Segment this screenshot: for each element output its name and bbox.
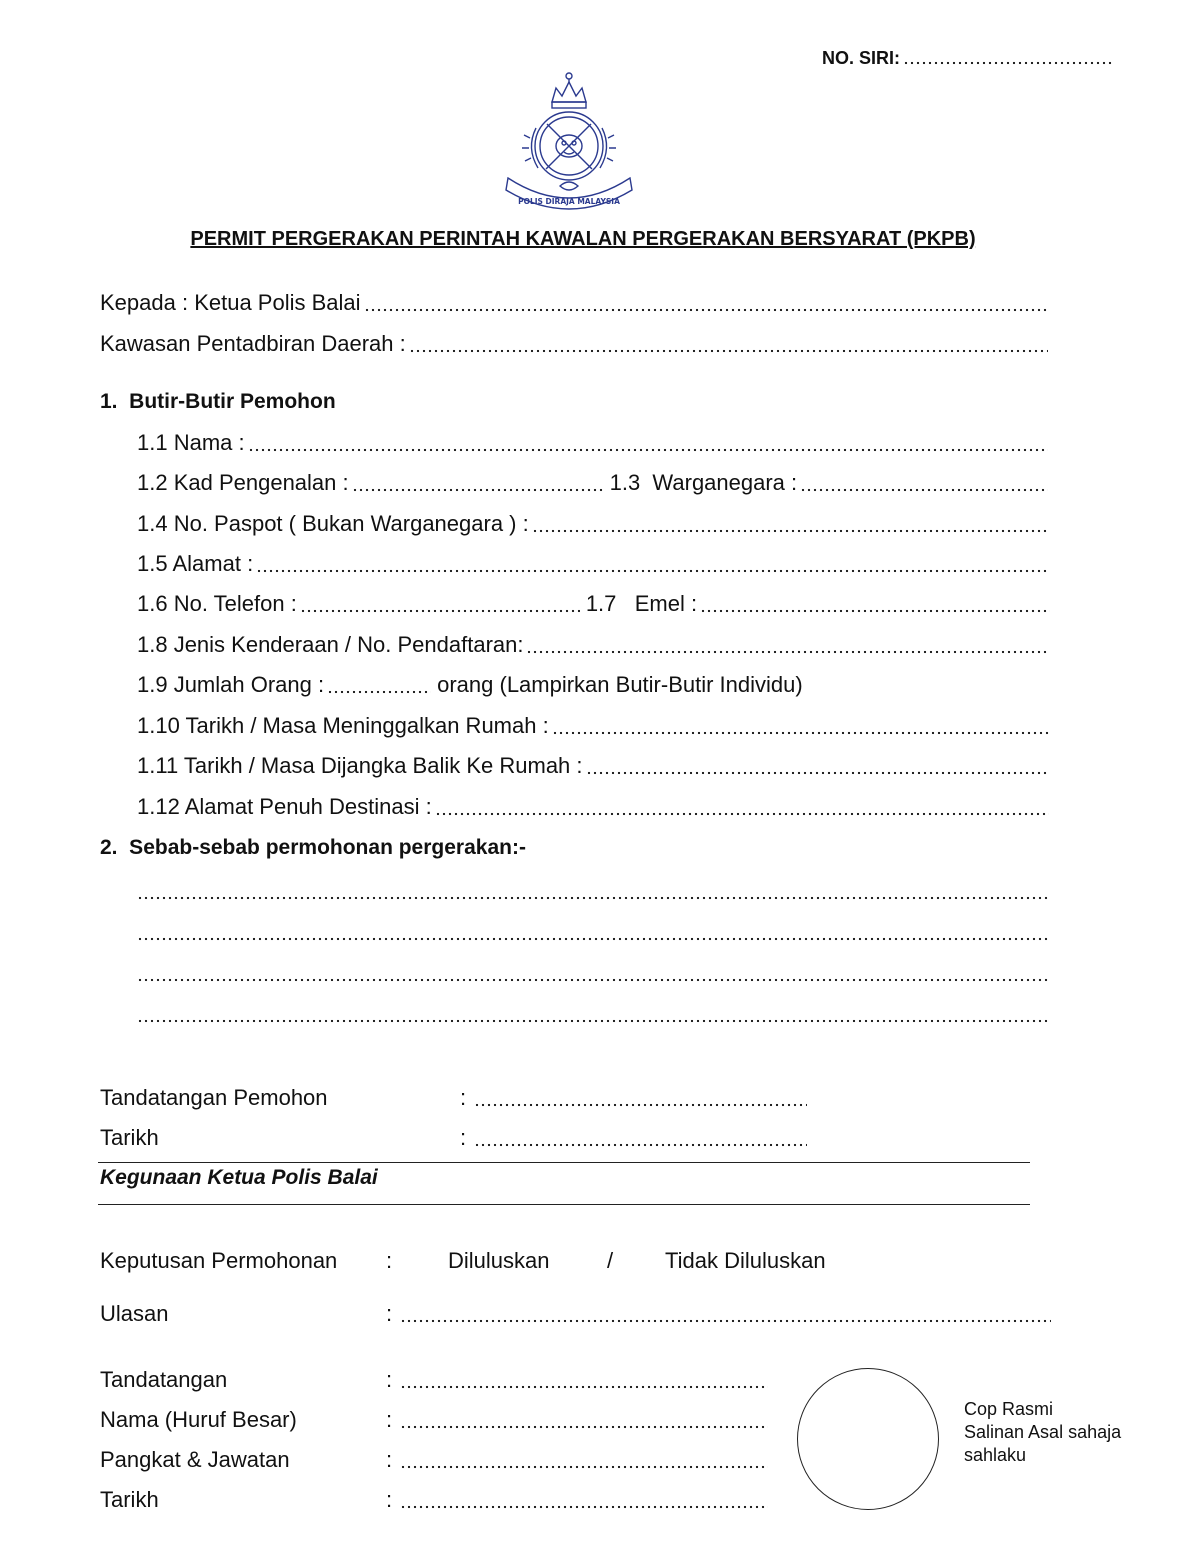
- colon: :: [386, 1301, 393, 1326]
- name-label: 1.1 Nama :: [137, 430, 245, 455]
- section2-heading: 2. Sebab-sebab permohonan pergerakan:-: [100, 836, 526, 859]
- ic-blank[interactable]: [352, 488, 604, 492]
- phone-blank[interactable]: [300, 609, 580, 613]
- remarks-field[interactable]: [386, 1301, 1051, 1327]
- destination-blank[interactable]: [435, 812, 1049, 816]
- officer-rank-blank[interactable]: [400, 1465, 768, 1469]
- return-time-field[interactable]: [137, 753, 1049, 779]
- stamp-note-line-3: sahlaku: [964, 1445, 1027, 1465]
- name-field[interactable]: [137, 430, 1048, 456]
- leave-time-blank[interactable]: [552, 731, 1049, 735]
- email-blank[interactable]: [700, 609, 1050, 613]
- applicant-signature-field[interactable]: [460, 1085, 807, 1111]
- leave-time-label: 1.10 Tarikh / Masa Meninggalkan Rumah :: [137, 713, 549, 738]
- colon: :: [386, 1447, 393, 1472]
- passport-label: 1.4 No. Paspot ( Bukan Warganegara ) :: [137, 511, 529, 536]
- applicant-date-blank[interactable]: [474, 1143, 807, 1147]
- decision-slash: /: [607, 1248, 614, 1273]
- recipient-label: Kepada : Ketua Polis Balai: [100, 290, 361, 315]
- passport-blank[interactable]: [532, 529, 1048, 533]
- colon: :: [386, 1367, 393, 1392]
- officer-signature-field[interactable]: [386, 1367, 768, 1393]
- address-field[interactable]: [137, 551, 1048, 577]
- reason-blank-3[interactable]: [137, 978, 1048, 982]
- officer-name-field[interactable]: [386, 1407, 768, 1433]
- destination-label: 1.12 Alamat Penuh Destinasi :: [137, 794, 432, 819]
- officer-date-label: Tarikh: [100, 1487, 159, 1512]
- officer-rank-label: Pangkat & Jawatan: [100, 1447, 290, 1472]
- section1-heading: 1. Butir-Butir Pemohon: [100, 390, 336, 413]
- officer-rank-field[interactable]: [386, 1447, 768, 1473]
- reason-line-1[interactable]: [137, 884, 1048, 904]
- colon: :: [386, 1407, 393, 1432]
- serial-number-blank[interactable]: [903, 61, 1114, 65]
- recipient-blank[interactable]: [364, 308, 1048, 312]
- officer-date-blank[interactable]: [400, 1505, 768, 1509]
- reason-line-2[interactable]: [137, 925, 1048, 945]
- people-blank[interactable]: [327, 690, 431, 694]
- approved-option[interactable]: Diluluskan: [448, 1248, 550, 1273]
- people-suffix: orang (Lampirkan Butir-Butir Individu): [437, 672, 803, 697]
- vehicle-label: 1.8 Jenis Kenderaan / No. Pendaftaran:: [137, 632, 524, 657]
- ic-citizen-row: [137, 470, 1048, 496]
- officer-signature-label: Tandatangan: [100, 1367, 228, 1392]
- colon: :: [460, 1085, 467, 1110]
- leave-time-field[interactable]: [137, 713, 1049, 739]
- citizen-label: 1.3 Warganegara :: [609, 470, 798, 495]
- officer-signature-blank[interactable]: [400, 1385, 768, 1389]
- officer-name-label: Nama (Huruf Besar): [100, 1407, 297, 1432]
- citizen-blank[interactable]: [800, 488, 1048, 492]
- not-approved-option[interactable]: Tidak Diluluskan: [665, 1248, 826, 1273]
- people-count-row: [137, 672, 803, 698]
- district-label: Kawasan Pentadbiran Daerah :: [100, 331, 406, 356]
- colon: :: [460, 1125, 467, 1150]
- email-label: 1.7 Emel :: [585, 591, 698, 616]
- people-label: 1.9 Jumlah Orang :: [137, 672, 325, 697]
- serial-number-label: NO. SIRI:: [822, 48, 901, 68]
- officer-section-heading: Kegunaan Ketua Polis Balai: [100, 1166, 378, 1189]
- phone-email-row: [137, 591, 1050, 617]
- stamp-note: [964, 1398, 1121, 1467]
- remarks-label: Ulasan: [100, 1301, 169, 1326]
- serial-number-field[interactable]: [822, 48, 1114, 69]
- address-label: 1.5 Alamat :: [137, 551, 254, 576]
- police-crest-icon: [500, 68, 638, 216]
- applicant-signature-label: Tandatangan Pemohon: [100, 1085, 328, 1110]
- district-field[interactable]: [100, 331, 1048, 357]
- phone-label: 1.6 No. Telefon :: [137, 591, 297, 616]
- applicant-signature-blank[interactable]: [474, 1103, 807, 1107]
- reason-line-3[interactable]: [137, 966, 1048, 986]
- vehicle-field[interactable]: [137, 632, 1048, 658]
- vehicle-blank[interactable]: [526, 650, 1048, 654]
- divider-bottom: [98, 1204, 1030, 1205]
- decision-label: Keputusan Permohonan: [100, 1248, 338, 1273]
- reason-blank-1[interactable]: [137, 896, 1048, 900]
- officer-date-field[interactable]: [386, 1487, 768, 1513]
- passport-field[interactable]: [137, 511, 1048, 537]
- reason-blank-4[interactable]: [137, 1019, 1048, 1023]
- return-time-blank[interactable]: [586, 771, 1049, 775]
- return-time-label: 1.11 Tarikh / Masa Dijangka Balik Ke Rumah :: [137, 753, 583, 778]
- applicant-date-label: Tarikh: [100, 1125, 159, 1150]
- name-blank[interactable]: [248, 448, 1048, 452]
- address-blank[interactable]: [256, 569, 1048, 573]
- recipient-field[interactable]: [100, 290, 1048, 316]
- stamp-note-line-2: Salinan Asal sahaja: [964, 1422, 1122, 1442]
- official-stamp-circle[interactable]: [797, 1368, 939, 1510]
- district-blank[interactable]: [409, 349, 1048, 353]
- destination-field[interactable]: [137, 794, 1049, 820]
- stamp-note-line-1: Cop Rasmi: [964, 1399, 1054, 1419]
- colon: :: [386, 1487, 393, 1512]
- remarks-blank[interactable]: [400, 1319, 1051, 1323]
- reason-blank-2[interactable]: [137, 937, 1048, 941]
- colon: :: [386, 1248, 393, 1273]
- applicant-date-field[interactable]: [460, 1125, 807, 1151]
- page-title: PERMIT PERGERAKAN PERINTAH KAWALAN PERGERAKAN BERSYARAT (PKPB): [190, 228, 976, 250]
- reason-line-4[interactable]: [137, 1007, 1048, 1027]
- divider-top: [98, 1162, 1030, 1163]
- ic-label: 1.2 Kad Pengenalan :: [137, 470, 349, 495]
- officer-name-blank[interactable]: [400, 1425, 768, 1429]
- crest-ring-text: POLIS DIRAJA MALAYSIA: [518, 197, 620, 206]
